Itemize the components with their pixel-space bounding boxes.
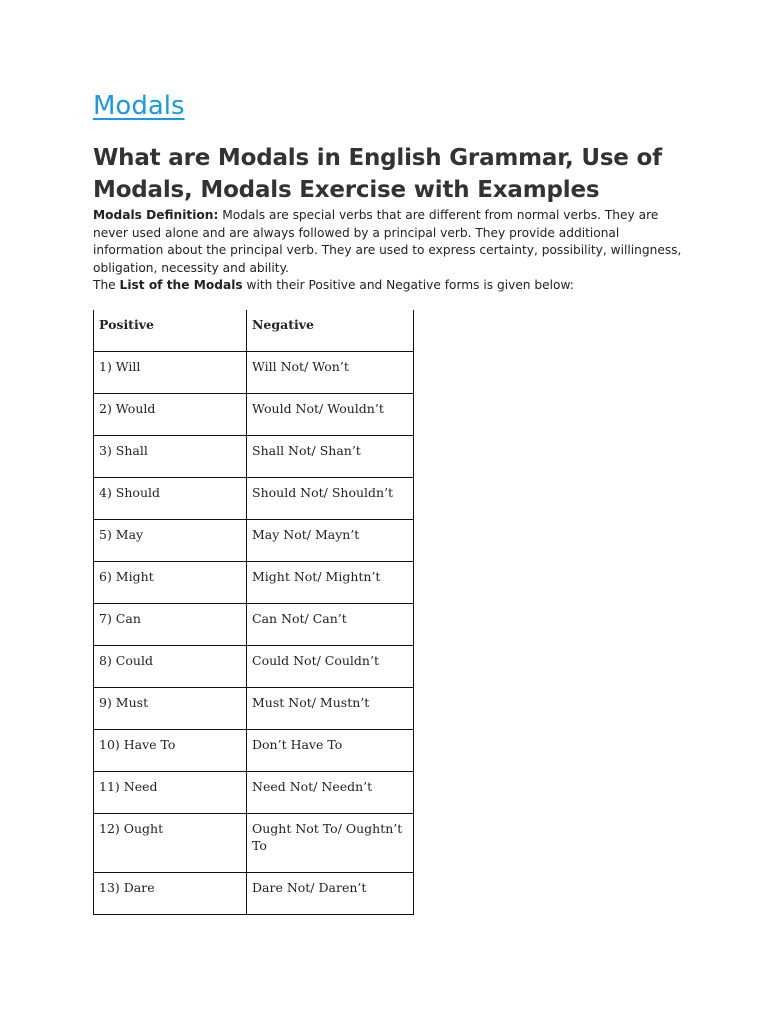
positive-cell: 3) Shall [94, 436, 247, 478]
negative-cell: Dare Not/ Daren’t [247, 873, 414, 915]
page-headline: What are Modals in English Grammar, Use of Modals, Modals Exercise with Examples [93, 145, 662, 203]
header-positive: Positive [94, 310, 247, 352]
table-row [94, 730, 414, 772]
definition-text: Modals are special verbs that are different from normal verbs. They are never used alone and are always followed by a principal verb. They provide additional information about the principal verb. They are used to express certainty, possibility, willingness, obligation, necessity and ability. [93, 208, 682, 275]
table-row [94, 520, 414, 562]
positive-cell: 12) Ought [94, 814, 247, 873]
negative-cell: Ought Not To/ Oughtn’t To [247, 814, 414, 873]
table-row [94, 478, 414, 520]
positive-cell: 10) Have To [94, 730, 247, 772]
positive-cell: 5) May [94, 520, 247, 562]
modals-table [93, 310, 414, 915]
negative-cell: Don’t Have To [247, 730, 414, 772]
document-page [93, 86, 683, 895]
definition-label: Modals Definition: [93, 208, 219, 222]
list-intro-after: with their Positive and Negative forms is given below: [242, 278, 574, 292]
table-row [94, 394, 414, 436]
positive-cell: 8) Could [94, 646, 247, 688]
table-row [94, 562, 414, 604]
negative-cell: Could Not/ Couldn’t [247, 646, 414, 688]
table-row [94, 688, 414, 730]
modals-title-link[interactable]: Modals [93, 91, 185, 121]
negative-cell: Must Not/ Mustn’t [247, 688, 414, 730]
negative-cell: May Not/ Mayn’t [247, 520, 414, 562]
negative-cell: Should Not/ Shouldn’t [247, 478, 414, 520]
table-row [94, 436, 414, 478]
intro-section [93, 207, 683, 295]
definition-paragraph [93, 207, 683, 277]
negative-cell: Might Not/ Mightn’t [247, 562, 414, 604]
table-row [94, 604, 414, 646]
table-row [94, 772, 414, 814]
header-negative: Negative [247, 310, 414, 352]
table-row [94, 873, 414, 915]
negative-cell: Need Not/ Needn’t [247, 772, 414, 814]
table-row [94, 352, 414, 394]
positive-cell: 6) Might [94, 562, 247, 604]
negative-cell: Can Not/ Can’t [247, 604, 414, 646]
positive-cell: 11) Need [94, 772, 247, 814]
table-row [94, 814, 414, 873]
negative-cell: Will Not/ Won’t [247, 352, 414, 394]
table-row [94, 646, 414, 688]
list-intro-bold: List of the Modals [119, 278, 243, 292]
positive-cell: 4) Should [94, 478, 247, 520]
negative-cell: Shall Not/ Shan’t [247, 436, 414, 478]
table-header-row [94, 310, 414, 352]
positive-cell: 7) Can [94, 604, 247, 646]
positive-cell: 1) Will [94, 352, 247, 394]
negative-cell: Would Not/ Wouldn’t [247, 394, 414, 436]
positive-cell: 13) Dare [94, 873, 247, 915]
list-intro-before: The [93, 278, 120, 292]
positive-cell: 2) Would [94, 394, 247, 436]
list-intro-paragraph [93, 277, 683, 295]
positive-cell: 9) Must [94, 688, 247, 730]
